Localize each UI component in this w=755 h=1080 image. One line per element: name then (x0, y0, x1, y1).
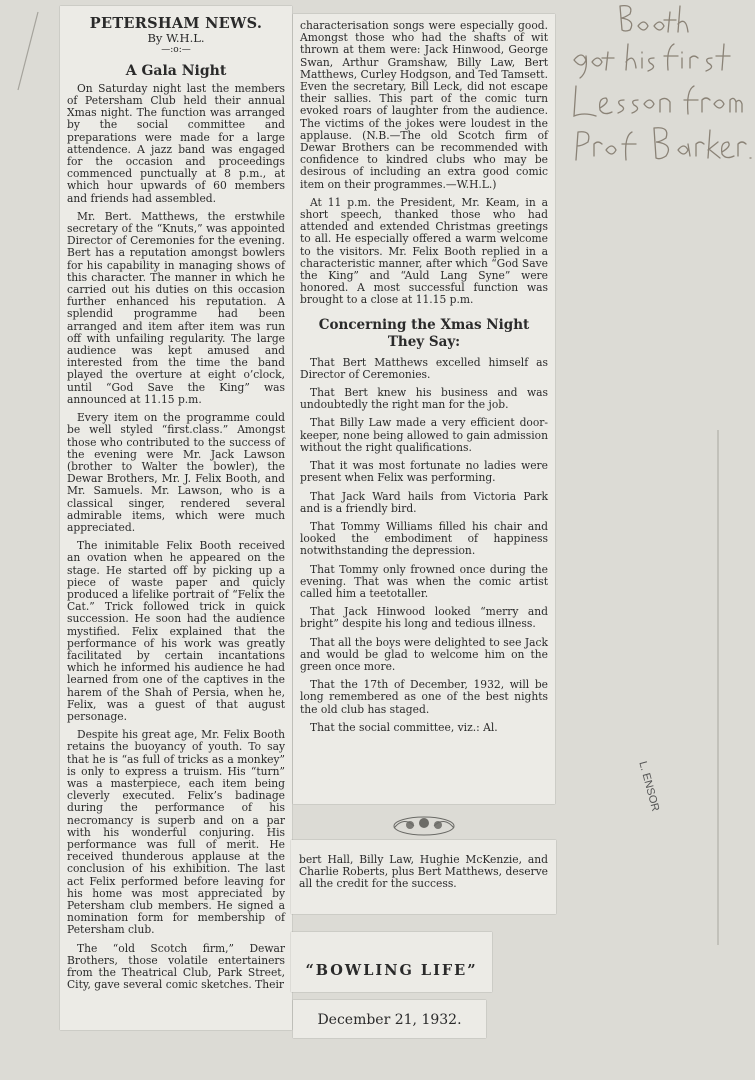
byline: By W.H.L. (147, 31, 205, 46)
source-label: “BOWLING LIFE” (305, 962, 478, 979)
margin-mark (10, 10, 50, 100)
article-paragraph: The “old Scotch firm,” Dewar Brothers, those volatile entertainers from the Theatrical Club, Park Street, City, gave several comic sketches. Their (67, 941, 285, 992)
article-paragraph: The inimitable Felix Booth received an ovation when he appeared on the stage. He started off by picking up a piece of waste paper and quicly produced a lifelike portrait of “Felix the Cat.” Trick followed trick in quick succession. He soon had the audience mystified. Felix explained that the performance of his work was greatly facilitated by certain incantations which he informed his audience he had learned from one of the captives in the harem of the Shah of Persia, when he, Felix, was a guest of that august personage. (67, 539, 285, 723)
handwritten-note (570, 0, 755, 180)
continuation-clipping (291, 840, 556, 914)
say-item: That all the boys were delighted to see Jack and would be glad to welcome him on the green once more. (300, 635, 548, 673)
article-paragraph: Despite his great age, Mr. Felix Booth retains the buoyancy of youth. To say that he is “as full of tricks as a monkey” is only to express a truism. His “turn” was a masterpiece, each item being cleverly executed. Felix’s badinage during the performance of his necromancy is superb and on a par with his wonderful conjuring. His performance was full of merit. He received thunderous applause at the conclusion of his exhibition. The last act Felix performed before leaving for his home was most appreciated by Petersham club members. He signed a nomination form for membership of Petersham club. (67, 728, 285, 937)
left-clipping (60, 6, 292, 1030)
say-item: That Tommy only frowned once during the evening. That was when the comic artist called him a teetotaller. (300, 562, 548, 600)
say-item: That Bert knew his business and was undoubtedly the right man for the job. (300, 386, 548, 412)
say-item: That it was most fortunate no ladies were present when Felix was performing. (300, 459, 548, 485)
date-clipping (293, 1000, 486, 1038)
article-paragraph: Mr. Bert. Matthews, the erstwhile secretary of the “Knuts,” was appointed Director of Ceremonies for the evening. Bert has a reputation amongst bowlers for his capability in managing shows of this character. The manner in which he carried out his duties on this occasion further enhanced his reputation. A splendid programme had been arranged and item after item was run off with unfailing regularity. The large audience was kept amused and interested from the time the band played the overture at eight o’clock, until “God Save the King” was announced at 11.15 p.m. (67, 209, 285, 406)
masthead: PETERSHAM NEWS. (89, 15, 263, 32)
say-item: That Tommy Williams filled his chair and looked the embodiment of happiness notwithstanding the depression. (300, 519, 548, 558)
continuation-text: bert Hall, Billy Law, Hughie McKenzie, and Charlie Roberts, plus Bert Matthews, deserve all the credit for the success. (299, 853, 548, 891)
right-clipping (293, 14, 555, 804)
source-clipping (291, 932, 492, 992)
say-item: That the social committee, viz.: Al. (310, 720, 498, 734)
say-item: That Jack Hinwood looked “merry and bright” despite his long and tedious illness. (300, 605, 548, 631)
separator: —:o:— (161, 45, 191, 56)
say-item: That Bert Matthews excelled himself as Director of Ceremonies. (300, 355, 548, 381)
article-paragraph: At 11 p.m. the President, Mr. Keam, in a short speech, thanked those who had attended and extended Christmas greetings to all. He especially offered a warm welcome to the visitors. Mr. Felix Booth replied in a characteristic manner, after which “God Save the King” and “Auld Lang Syne” were honored. A most successful function was brought to a close at 11.15 p.m. (300, 195, 548, 307)
article-headline: A Gala Night (125, 62, 227, 79)
stamp-text: L. ENSOR (636, 760, 662, 813)
say-item: That the 17th of December, 1932, will be long remembered as one of the best nights the old club has staged. (300, 678, 548, 716)
date-label: December 21, 1932. (317, 1012, 462, 1028)
handwritten-note-text: Booth got his first Lesson from Prof Barker. (570, 178, 593, 179)
article-paragraph: characterisation songs were especially good. Amongst those who had the shafts of wit thrown at them were: Jack Hinwood, George Swan, Arthur Gramshaw, Billy Law, Bert Matthews, Curley Hodgson, and Ted Tamsett. Even the secretary, Bill Leck, did not escape their sallies. This part of the comic turn evoked roars of laughter from the audience. The victims of the jokes were loudest in the applause. (N.B.—The old Scotch firm of Dewar Brothers can be recommended with confidence to kindred clubs who may be desirous of including an extra good comic item on their programmes.—W.H.L.) (300, 19, 548, 191)
say-item: That Jack Ward hails from Victoria Park and is a friendly bird. (300, 489, 548, 515)
say-item: That Billy Law made a very efficient door-keeper, none being allowed to gain admission without the right qualifications. (300, 416, 548, 454)
article-paragraph: On Saturday night last the members of Petersham Club held their annual Xmas night. The function was arranged by the social committee and preparations were made for a large attendence. A jazz band was engaged for the occasion and proceedings commenced punctually at 8 p.m., at which hour upwards of 60 members and friends had assembled. (67, 81, 285, 205)
margin-mark (708, 430, 728, 950)
article-paragraph: Every item on the programme could be well styled “first.class.” Amongst those who contributed to the success of the evening were Mr. Jack Lawson (brother to Walter the bowler), the Dewar Brothers, Mr. J. Felix Booth, and Mr. Samuels. Mr. Lawson, who is a classical singer, rendered several admirable items, which were much appreciated. (67, 411, 285, 534)
left-column (60, 6, 292, 1003)
ornament-icon (384, 812, 464, 838)
ensor-stamp (618, 760, 662, 830)
right-column (293, 14, 555, 746)
section-subhead: Concerning the Xmas Night They Say: (318, 316, 530, 350)
